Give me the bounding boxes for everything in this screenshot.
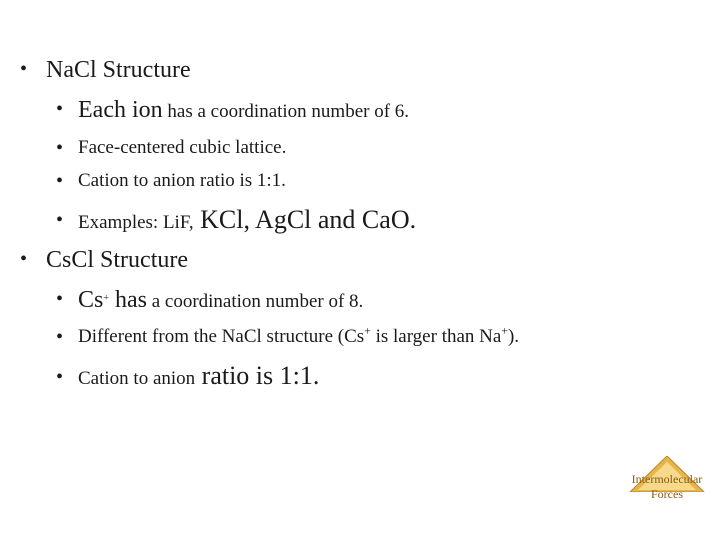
bullet-icon: • <box>56 98 64 120</box>
bullet-icon: • <box>56 209 64 231</box>
nacl-item-2-text: Face-centered cubic lattice. <box>78 137 287 158</box>
bullet-icon: • <box>56 137 64 159</box>
bullet-icon: • <box>20 248 28 270</box>
bullet-icon: • <box>20 58 28 80</box>
nacl-heading-text: NaCl Structure <box>46 57 191 83</box>
nacl-item-3-text: Cation to anion ratio is 1:1. <box>78 170 286 191</box>
cscl-item-1-text: Cs+ has a coordination number of 8. <box>78 287 364 313</box>
logo-line-2: Forces <box>651 487 683 501</box>
bullet-icon: • <box>56 170 64 192</box>
cscl-item-3-text: Cation to anion ratio is 1:1. <box>78 361 320 390</box>
cscl-heading-text: CsCl Structure <box>46 247 189 273</box>
bullet-icon: • <box>56 366 64 388</box>
intermolecular-forces-logo <box>620 456 714 501</box>
bullet-icon: • <box>56 326 64 348</box>
nacl-item-4-text: Examples: LiF, KCl, AgCl and CaO. <box>78 205 417 234</box>
bullet-icon: • <box>56 288 64 310</box>
nacl-item-1-text: Each ion has a coordination number of 6. <box>78 97 410 123</box>
cscl-item-2-text: Different from the NaCl structure (Cs+ is larger than Na+). <box>78 324 520 347</box>
logo-line-1: Intermolecular <box>631 472 703 486</box>
